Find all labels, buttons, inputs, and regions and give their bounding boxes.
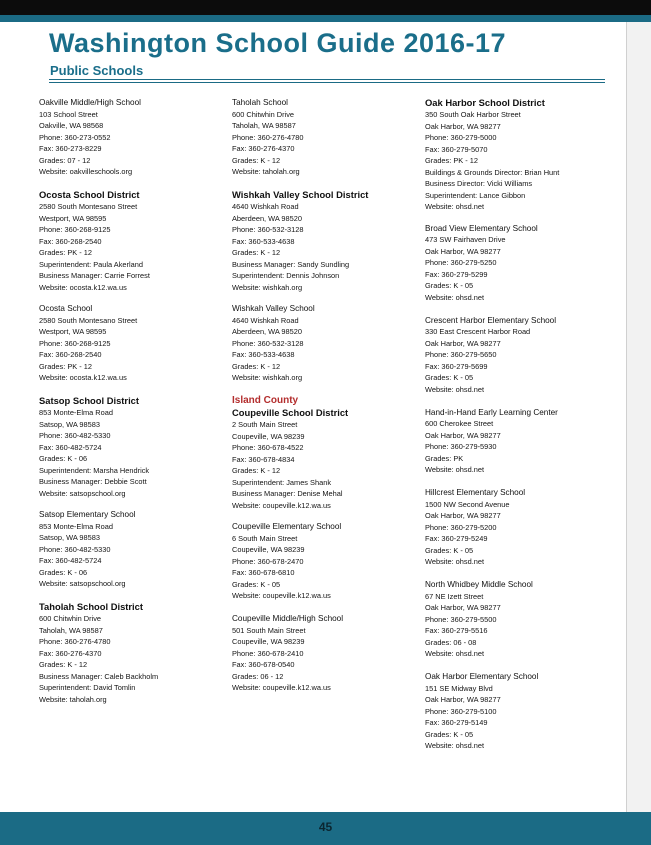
entry-detail-line: Website: ohsd.net [425, 202, 485, 211]
entry-detail-line: Fax: 360-279-5699 [425, 361, 488, 371]
district-entry [425, 97, 610, 213]
entry-detail-line: Grades: K - 12 [232, 361, 281, 371]
entry-detail-line: Superintendent: David Tomlin [39, 683, 136, 692]
entry-detail-line: Website: ohsd.net [425, 741, 485, 750]
entry-detail-line: Superintendent: James Shank [232, 477, 332, 487]
entry-detail-line: 2580 South Montesano Street [39, 202, 138, 211]
entry-detail-line: Website: ohsd.net [425, 649, 485, 658]
top-teal-stripe [0, 15, 651, 22]
entry-detail-line: Phone: 360-482-5330 [39, 431, 111, 440]
entry-detail-line: Westport, WA 98595 [39, 327, 107, 336]
entry-detail-line: Phone: 360-279-5250 [425, 258, 497, 267]
entry-detail-line: Superintendent: Lance Gibbon [425, 190, 526, 200]
page-title: Washington School Guide 2016-17 [49, 28, 507, 58]
entry-detail-line: Website: satsopschool.org [39, 488, 126, 498]
school-name: Oakville Middle/High School [39, 98, 141, 107]
school-entry [232, 613, 417, 694]
district-name: Satsop School District [39, 395, 140, 406]
entry-detail-line: Grades: K - 05 [425, 729, 474, 739]
right-page-edge-line [626, 22, 627, 812]
entry-detail-line: Satsop, WA 98583 [39, 419, 100, 429]
entry-detail-line: 600 Chitwhin Drive [232, 109, 295, 119]
school-entry [425, 223, 610, 304]
school-entry [39, 303, 224, 384]
entry-detail-line: Fax: 360-533-4638 [232, 236, 295, 246]
school-entry [39, 97, 224, 178]
entry-detail-line: Westport, WA 98595 [39, 213, 107, 223]
district-entry [39, 189, 224, 293]
entry-detail-line: Grades: PK - 12 [39, 361, 92, 371]
entry-detail-line: Oak Harbor, WA 98277 [425, 695, 501, 704]
district-name: Taholah School District [39, 601, 144, 612]
entry-detail-line: Grades: K - 05 [425, 373, 474, 382]
school-name: Hillcrest Elementary School [425, 488, 526, 497]
school-entry [232, 303, 417, 384]
school-name: Satsop Elementary School [39, 510, 136, 519]
entry-detail-line: Oak Harbor, WA 98277 [425, 121, 501, 131]
entry-detail-line: Superintendent: Paula Akerland [39, 259, 143, 269]
entry-detail-line: 4640 Wishkah Road [232, 202, 299, 211]
entry-detail-line: Phone: 360-532-3128 [232, 225, 304, 234]
entry-detail-line: Phone: 360-279-5200 [425, 522, 497, 532]
district-name: Wishkah Valley School District [232, 189, 369, 200]
school-entry [425, 407, 610, 476]
entry-detail-line: Website: oakvilleschools.org [39, 167, 133, 176]
entry-detail-line: Taholah, WA 98587 [39, 625, 103, 635]
entry-detail-line: 600 Chitwhin Drive [39, 614, 102, 623]
entry-detail-line: Satsop, WA 98583 [39, 533, 100, 542]
entry-detail-line: Phone: 360-532-3128 [232, 338, 304, 348]
entry-detail-line: Taholah, WA 98587 [232, 121, 296, 130]
entry-detail-line: 2580 South Montesano Street [39, 315, 138, 325]
entry-detail-line: 4640 Wishkah Road [232, 315, 299, 325]
entry-detail-line: Website: ohsd.net [425, 557, 485, 566]
entry-detail-line: Business Manager: Debbie Scott [39, 477, 147, 486]
entry-detail-line: Phone: 360-678-2470 [232, 556, 304, 566]
entry-detail-line: Website: taholah.org [232, 167, 300, 176]
entry-detail-line: Grades: PK - 12 [39, 248, 92, 257]
header-rule-top [49, 79, 605, 80]
entry-detail-line: 151 SE Midway Blvd [425, 683, 493, 693]
entry-detail-line: Phone: 360-276-4780 [232, 132, 304, 142]
school-name: Taholah School [232, 98, 288, 107]
entry-detail-line: Coupeville, WA 98239 [232, 545, 305, 554]
entry-detail-line: Oak Harbor, WA 98277 [425, 338, 501, 348]
entry-detail-line: Website: coupeville.k12.wa.us [232, 500, 331, 510]
school-name: Ocosta School [39, 304, 93, 313]
entry-detail-line: Grades: PK - 12 [425, 156, 478, 165]
school-name: North Whidbey Middle School [425, 580, 533, 589]
entry-detail-line: Coupeville, WA 98239 [232, 637, 305, 646]
entry-detail-line: 853 Monte-Elma Road [39, 521, 113, 531]
school-entry [232, 521, 417, 602]
entry-detail-line: Website: ohsd.net [425, 292, 485, 302]
entry-detail-line: 67 NE Izett Street [425, 591, 484, 601]
entry-detail-line: Grades: K - 05 [425, 281, 474, 290]
entry-detail-line: Aberdeen, WA 98520 [232, 327, 302, 336]
school-name: Crescent Harbor Elementary School [425, 315, 557, 325]
entry-detail-line: Phone: 360-279-5100 [425, 706, 497, 716]
entry-detail-line: Buildings & Grounds Director: Brian Hunt [425, 167, 560, 177]
entry-detail-line: Grades: K - 12 [232, 466, 281, 475]
entry-detail-line: Business Director: Vicki Williams [425, 179, 533, 188]
page-number: 45 [318, 820, 333, 834]
school-name: Wishkah Valley School [232, 304, 315, 313]
district-entry [232, 395, 417, 511]
entry-detail-line: Phone: 360-268-9125 [39, 225, 111, 234]
entry-detail-line: 600 Cherokee Street [425, 419, 494, 428]
entry-detail-line: Coupeville, WA 98239 [232, 431, 305, 441]
entry-detail-line: Phone: 360-482-5330 [39, 544, 111, 554]
entry-detail-line: Grades: K - 06 [39, 567, 88, 577]
entry-detail-line: 2 South Main Street [232, 420, 298, 429]
school-entry [425, 487, 610, 568]
entry-detail-line: Fax: 360-279-5070 [425, 144, 488, 154]
entry-detail-line: 473 SW Fairhaven Drive [425, 235, 506, 244]
school-entry [425, 671, 610, 752]
school-name: Oak Harbor Elementary School [425, 672, 539, 681]
entry-detail-line: Website: wishkah.org [232, 373, 303, 382]
school-name: Coupeville Elementary School [232, 522, 342, 531]
directory-column-3 [425, 97, 610, 763]
entry-detail-line: Website: coupeville.k12.wa.us [232, 683, 331, 692]
entry-detail-line: Website: ocosta.k12.wa.us [39, 282, 127, 292]
entry-detail-line: Oak Harbor, WA 98277 [425, 511, 501, 520]
school-entry [425, 315, 610, 396]
entry-detail-line: Website: ohsd.net [425, 384, 485, 394]
header-rule-bottom [49, 82, 605, 83]
entry-detail-line: Fax: 360-482-5724 [39, 442, 102, 452]
top-black-bar [0, 0, 651, 15]
entry-detail-line: Phone: 360-279-5650 [425, 350, 497, 359]
directory-column-2 [232, 97, 417, 705]
school-entry [232, 97, 417, 178]
entry-detail-line: 103 School Street [39, 109, 98, 119]
entry-detail-line: Phone: 360-279-5500 [425, 614, 497, 624]
entry-detail-line: 350 South Oak Harbor Street [425, 110, 521, 119]
entry-detail-line: Grades: K - 05 [232, 579, 281, 589]
entry-detail-line: Oak Harbor, WA 98277 [425, 246, 501, 256]
entry-detail-line: Business Manager: Carrie Forrest [39, 271, 150, 280]
entry-detail-line: Phone: 360-268-9125 [39, 338, 111, 348]
district-name: Ocosta School District [39, 189, 140, 200]
school-entry [39, 509, 224, 590]
school-name: Broad View Elementary School [425, 223, 538, 233]
entry-detail-line: Grades: 07 - 12 [39, 155, 91, 165]
entry-detail-line: Phone: 360-678-2410 [232, 648, 304, 658]
entry-detail-line: Fax: 360-268-2540 [39, 236, 102, 246]
entry-detail-line: Grades: 06 - 08 [425, 637, 477, 647]
entry-detail-line: Grades: K - 12 [232, 248, 281, 257]
school-entry [425, 579, 610, 660]
entry-detail-line: 6 South Main Street [232, 533, 298, 543]
entry-detail-line: Superintendent: Dennis Johnson [232, 271, 340, 280]
entry-detail-line: Business Manager: Sandy Sundling [232, 259, 350, 269]
entry-detail-line: Website: ohsd.net [425, 465, 485, 474]
entry-detail-line: Website: taholah.org [39, 694, 107, 704]
entry-detail-line: Superintendent: Marsha Hendrick [39, 465, 150, 475]
entry-detail-line: Fax: 360-276-4370 [39, 648, 102, 658]
entry-detail-line: Business Manager: Caleb Backholm [39, 671, 159, 681]
right-page-edge [626, 22, 651, 812]
entry-detail-line: Phone: 360-276-4780 [39, 637, 111, 646]
district-entry [39, 395, 224, 499]
entry-detail-line: Fax: 360-276-4370 [232, 144, 295, 153]
entry-detail-line: Website: coupeville.k12.wa.us [232, 591, 331, 600]
entry-detail-line: 853 Monte-Elma Road [39, 408, 113, 417]
entry-detail-line: Phone: 360-678-4522 [232, 443, 304, 452]
district-name: Coupeville School District [232, 407, 349, 418]
school-name: Hand-in-Hand Early Learning Center [425, 407, 558, 417]
entry-detail-line: Fax: 360-279-5249 [425, 534, 488, 543]
entry-detail-line: Fax: 360-279-5299 [425, 269, 488, 279]
entry-detail-line: 330 East Crescent Harbor Road [425, 327, 531, 336]
district-entry [39, 601, 224, 705]
entry-detail-line: Phone: 360-273-0552 [39, 132, 111, 142]
entry-detail-line: Fax: 360-533-4638 [232, 350, 295, 359]
county-heading: Island County [232, 395, 299, 406]
entry-detail-line: Website: wishkah.org [232, 282, 303, 292]
entry-detail-line: Grades: K - 12 [39, 660, 88, 669]
entry-detail-line: Aberdeen, WA 98520 [232, 213, 302, 223]
entry-detail-line: Grades: K - 12 [232, 155, 281, 165]
section-subtitle: Public Schools [50, 63, 144, 78]
entry-detail-line: Fax: 360-273-8229 [39, 144, 102, 153]
entry-detail-line: Website: satsopschool.org [39, 579, 126, 588]
entry-detail-line: Oakville, WA 98568 [39, 121, 104, 130]
entry-detail-line: Grades: K - 06 [39, 454, 88, 463]
entry-detail-line: Fax: 360-279-5149 [425, 718, 488, 727]
entry-detail-line: Oak Harbor, WA 98277 [425, 430, 501, 440]
entry-detail-line: Phone: 360-279-5930 [425, 442, 497, 451]
entry-detail-line: Grades: PK [425, 453, 464, 463]
entry-detail-line: Fax: 360-678-6810 [232, 568, 295, 577]
directory-column-1 [39, 97, 224, 715]
entry-detail-line: 1500 NW Second Avenue [425, 499, 510, 509]
entry-detail-line: Phone: 360-279-5000 [425, 133, 497, 142]
entry-detail-line: Website: ocosta.k12.wa.us [39, 373, 127, 382]
entry-detail-line: Fax: 360-482-5724 [39, 556, 102, 565]
entry-detail-line: Business Manager: Denise Mehal [232, 489, 343, 498]
entry-detail-line: Grades: K - 05 [425, 545, 474, 555]
school-name: Coupeville Middle/High School [232, 614, 344, 623]
entry-detail-line: Oak Harbor, WA 98277 [425, 603, 501, 612]
district-entry [232, 189, 417, 293]
entry-detail-line: Fax: 360-678-4834 [232, 454, 295, 464]
entry-detail-line: Fax: 360-279-5516 [425, 626, 488, 635]
district-name: Oak Harbor School District [425, 97, 545, 108]
entry-detail-line: Grades: 06 - 12 [232, 671, 284, 681]
entry-detail-line: Fax: 360-268-2540 [39, 350, 102, 359]
entry-detail-line: Fax: 360-678-0540 [232, 660, 295, 669]
entry-detail-line: 501 South Main Street [232, 625, 306, 635]
